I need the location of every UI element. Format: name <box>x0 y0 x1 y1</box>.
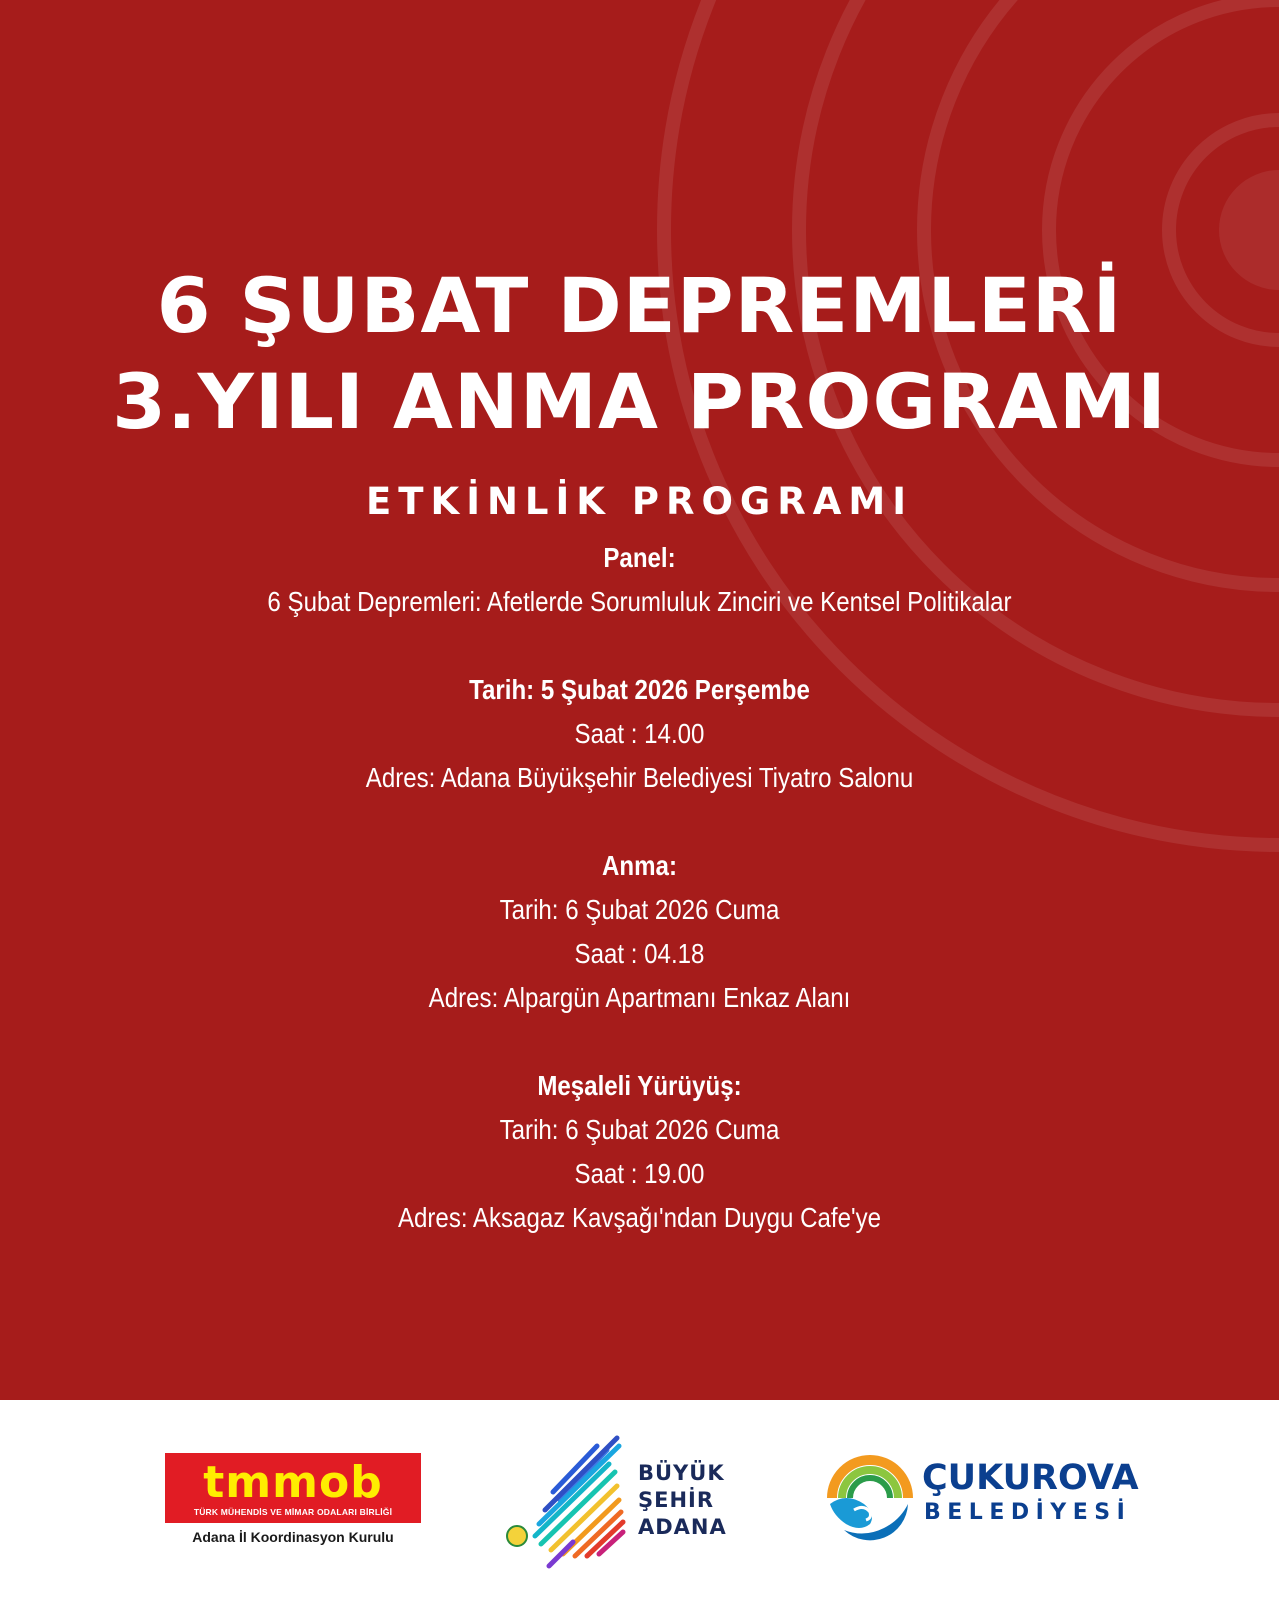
panel-time: Saat : 14.00 <box>574 718 705 749</box>
cukurova-subtitle: BELEDİYESİ <box>924 1500 1132 1525</box>
tmmob-badge <box>165 1453 421 1523</box>
event-program <box>0 536 1279 1240</box>
panel-date: Tarih: 5 Şubat 2026 Perşembe <box>469 674 810 705</box>
march-time: Saat : 19.00 <box>574 1158 705 1189</box>
cukurova-name: ÇUKUROVA <box>922 1458 1139 1498</box>
commemoration-heading: Anma: <box>602 850 677 881</box>
tmmob-wordmark: tmmob <box>203 1457 383 1508</box>
commemoration-address: Adres: Alpargün Apartmanı Enkaz Alanı <box>428 982 851 1013</box>
cukurova-emblem-icon <box>824 1452 916 1544</box>
tmmob-logo <box>165 1453 421 1553</box>
commemoration-date: Tarih: 6 Şubat 2026 Cuma <box>499 894 780 925</box>
march-heading: Meşaleli Yürüyüş: <box>537 1070 742 1101</box>
sponsor-footer <box>0 1400 1279 1600</box>
march-date: Tarih: 6 Şubat 2026 Cuma <box>499 1114 780 1145</box>
cukurova-belediyesi-logo <box>820 1448 1139 1548</box>
panel-title: 6 Şubat Depremleri: Afetlerde Sorumluluk Zinciri ve Kentsel Politikalar <box>267 586 1012 617</box>
panel-address: Adres: Adana Büyükşehir Belediyesi Tiyatro Salonu <box>365 762 914 793</box>
tmmob-city-label: Adana İl Koordinasyon Kurulu <box>192 1529 394 1545</box>
headline-line-2: 3.YILI ANMA PROGRAMI <box>112 357 1167 446</box>
headline <box>0 258 1279 450</box>
subheading: ETKİNLİK PROGRAMI <box>366 480 913 523</box>
adana-seal-icon <box>507 1526 527 1546</box>
adana-wordmark: BÜYÜK ŞEHİR ADANA <box>638 1461 727 1539</box>
march-address: Adres: Aksagaz Kavşağı'ndan Duygu Cafe'ye <box>397 1202 882 1233</box>
tmmob-tagline: TÜRK MÜHENDİS VE MİMAR ODALARI BİRLİĞİ <box>193 1507 393 1517</box>
commemoration-time: Saat : 04.18 <box>574 938 705 969</box>
adana-stripes-icon <box>505 1432 635 1572</box>
adana-buyuksehir-logo <box>505 1432 745 1572</box>
panel-heading: Panel: <box>603 542 676 573</box>
headline-line-1: 6 ŞUBAT DEPREMLERİ <box>156 261 1123 350</box>
